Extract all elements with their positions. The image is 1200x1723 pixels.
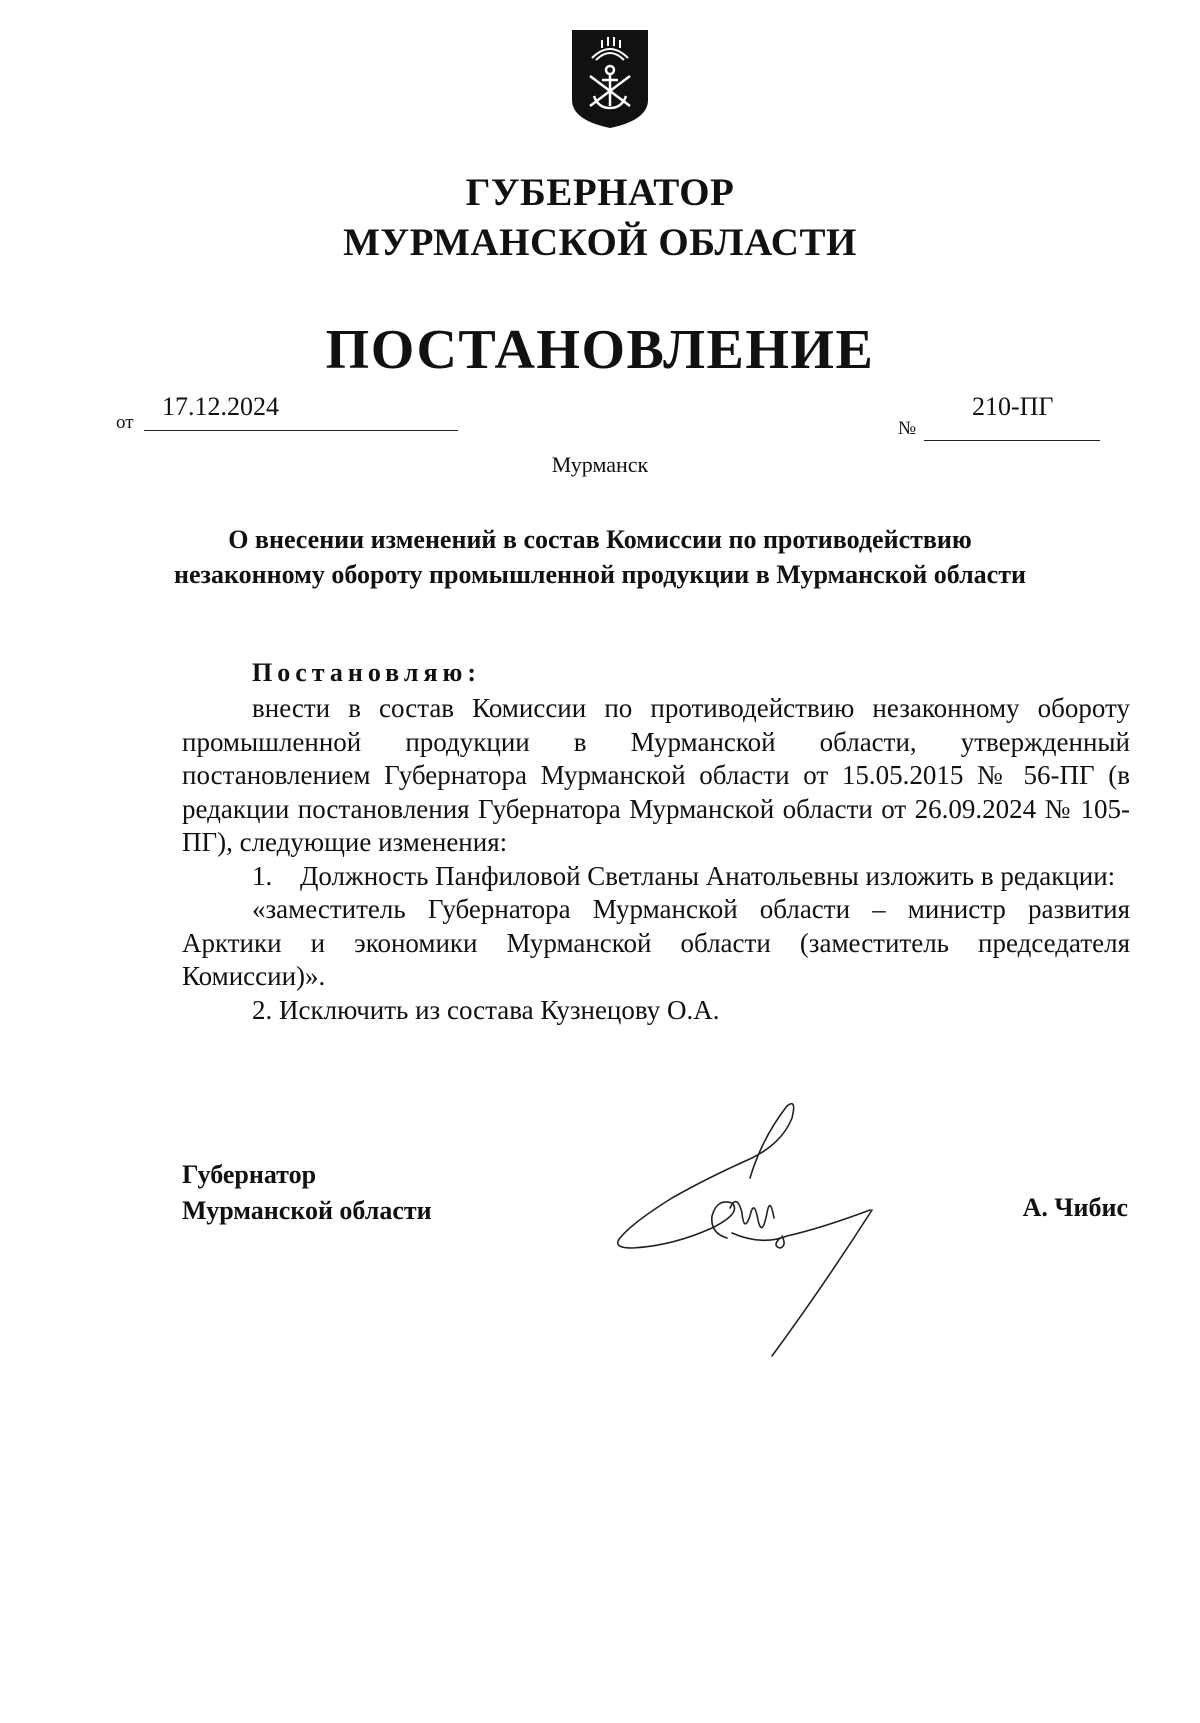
city: Мурманск: [551, 452, 649, 477]
issuer-region: МУРМАНСКОЙ ОБЛАСТИ: [343, 221, 857, 264]
body-item-2: 2. Исключить из состава Кузнецову О.А.: [252, 994, 720, 1025]
body-item-1-quote: «заместитель Губернатора Мурманской области – министр развития Арктики и экономики Мурманской области (заместитель председателя Комиссии)».: [182, 894, 1130, 991]
document-subject: О внесении изменений в состав Комиссии по противодействию незаконному обороту промышленной продукции в Мурманской области: [174, 525, 1026, 589]
signer-title-line-1: Губернатор: [182, 1160, 317, 1189]
item-1-text: Должность Панфиловой Светланы Анатольевны изложить в редакции:: [300, 860, 1116, 891]
number-underline: [924, 440, 1100, 441]
signer-name: А. Чибис: [1022, 1193, 1128, 1222]
coat-of-arms-icon: [570, 28, 650, 130]
issuer-title: ГУБЕРНАТОР: [465, 171, 735, 214]
document-body: [182, 692, 1130, 1027]
number-prefix: №: [898, 418, 917, 439]
body-item-1: [182, 860, 1130, 894]
decree-word: Постановляю:: [252, 658, 482, 687]
document-date: 17.12.2024: [162, 392, 279, 421]
document-number: 210-ПГ: [972, 392, 1054, 421]
handwritten-signature-icon: [612, 1098, 892, 1358]
date-prefix: от: [116, 412, 134, 433]
signer-position: [182, 1157, 432, 1229]
item-1-number: 1.: [252, 860, 273, 891]
body-intro: внести в состав Комиссии по противодействию незаконному обороту промышленной продукции в Мурманской области, утвержденный постановлением Губернатора Мурманской области от 15.05.2015 № 56-ПГ (в редакции постановления Губернатора Мурманской области от 26.09.2024 № 105-ПГ), следующие изменения:: [182, 693, 1130, 857]
signer-title-line-2: Мурманской области: [182, 1196, 432, 1225]
document-type: ПОСТАНОВЛЕНИЕ: [325, 319, 875, 381]
date-underline: [144, 430, 458, 431]
